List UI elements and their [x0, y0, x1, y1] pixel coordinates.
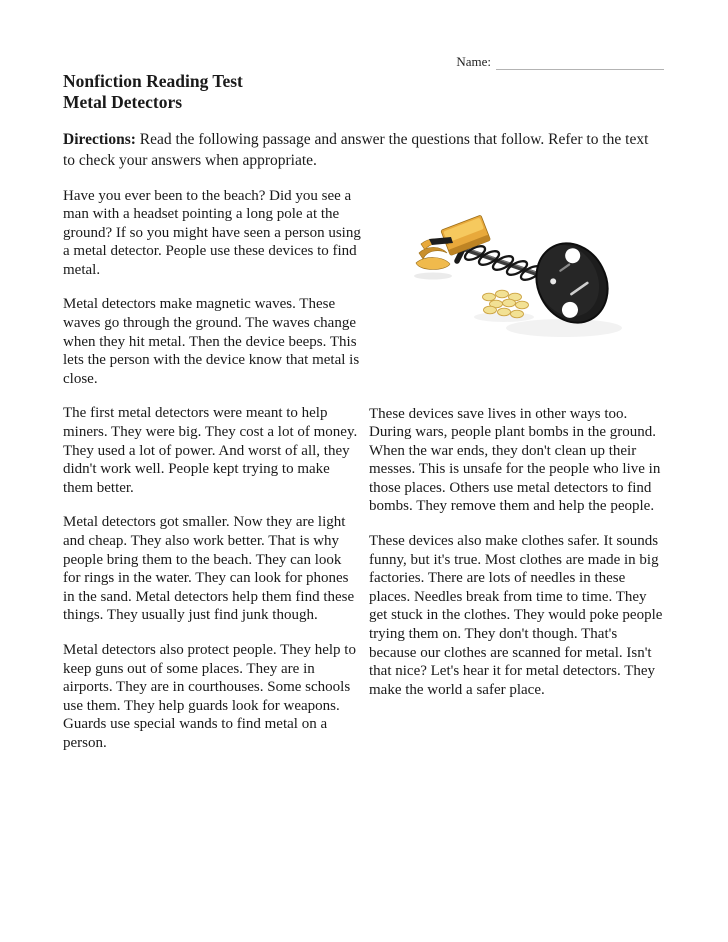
passage-columns — [63, 187, 664, 769]
paragraph: These devices also make clothes safer. It sounds funny, but it's true. Most clothes are made in big factories. There are lots of needles in these places. Needles break from time to time. They get stuck in the clothes. They would poke people trying them on. They don't though. That's because our clothes are scanned for metal. Isn't that nice? Let's hear it for metal detectors. They make the world a safer place. — [369, 533, 663, 698]
title-line-2: Metal Detectors — [63, 92, 183, 112]
paragraph: Metal detectors make magnetic waves. These waves go through the ground. The waves change when they hit metal. Then the device beeps. This lets the person with the device know that metal is close. — [63, 296, 360, 387]
detector-control-box — [441, 214, 491, 255]
name-row — [63, 52, 664, 70]
directions-label: Directions: — [63, 131, 136, 148]
paragraph: Have you ever been to the beach? Did you see a man with a headset pointing a long pole at the ground? If so you might have seen a person using a metal detector. People use these devices to find metal. — [63, 187, 361, 278]
name-blank-line — [496, 55, 664, 70]
passage-right-column — [369, 187, 664, 769]
paragraph: These devices save lives in other ways too. During wars, people plant bombs in the ground. When the war ends, they don't clean up their messes. This is unsafe for the people who live in those places. Others use metal detectors to find bombs. They remove them and help the people. — [369, 405, 661, 515]
paragraph: Metal detectors got smaller. Now they are light and cheap. They also work better. That is why people bring them to the beach. They can look for rings in the water. They can look for phones in the sand. Metal detectors help them find these things. They usually just find junk though. — [63, 514, 355, 624]
page-title — [63, 71, 664, 113]
paragraph: Metal detectors also protect people. They help to keep guns out of some places. They are in airports. They are in courthouses. Some schools use them. They help guards look for weapons. Guards use special wands to find metal on a person. — [63, 641, 356, 751]
ground-shadow — [506, 319, 622, 337]
armrest-shadow — [414, 272, 452, 279]
directions-text: Read the following passage and answer the questions that follow. Refer to the text to check your answers when appropriate. — [63, 131, 649, 169]
title-line-1: Nonfiction Reading Test — [63, 71, 243, 91]
metal-detector-image — [369, 187, 664, 351]
detector-coil-disc — [523, 231, 621, 335]
metal-detector-illustration — [369, 187, 664, 351]
directions — [63, 130, 663, 171]
detector-armrest — [416, 237, 453, 270]
coins — [483, 290, 529, 318]
passage-left-column — [63, 187, 361, 769]
paragraph: The first metal detectors were meant to help miners. They were big. They cost a lot of money. They used a lot of power. And worst of all, they didn't work well. People kept trying to make them better. — [63, 405, 358, 496]
name-label: Name: — [456, 54, 491, 69]
